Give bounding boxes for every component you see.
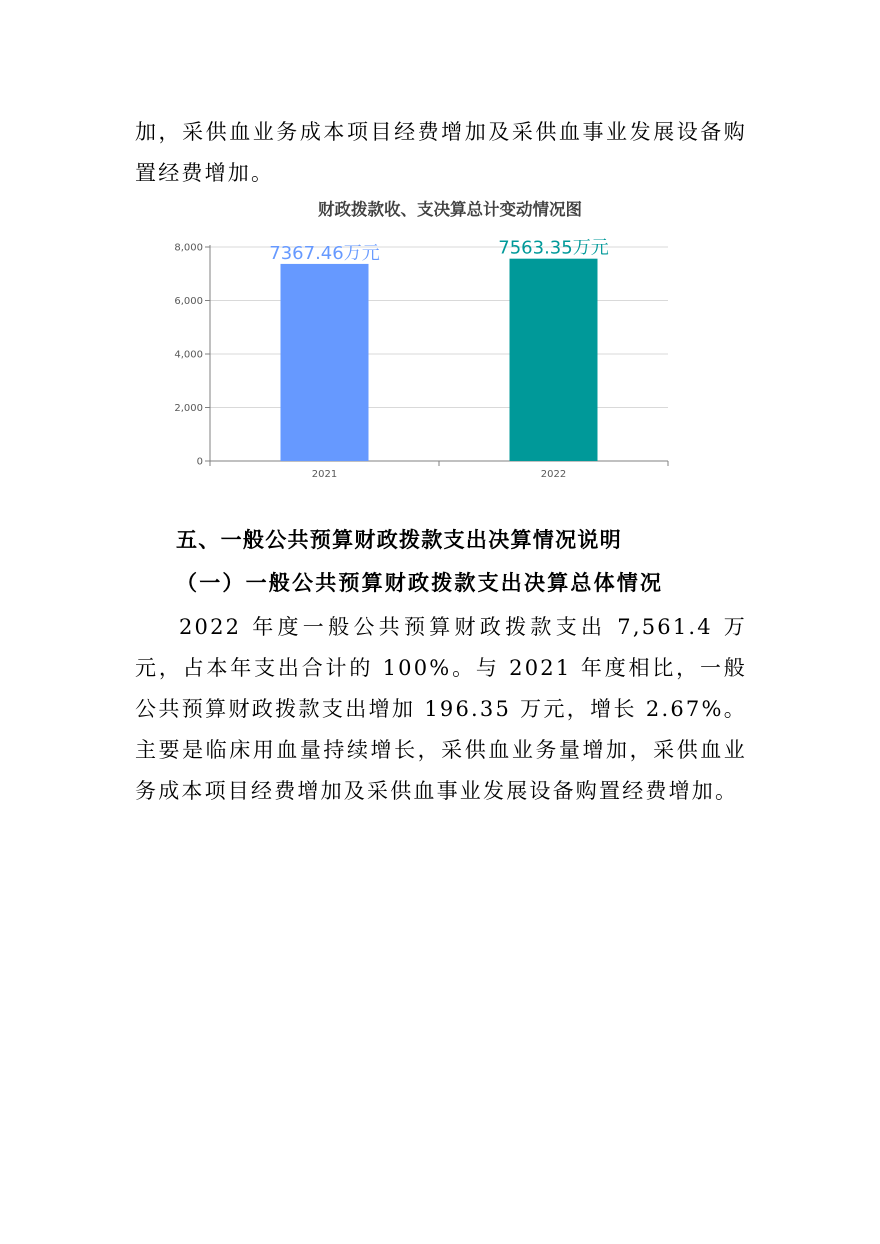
section-heading: 五、一般公共预算财政拨款支出决算情况说明 — [176, 528, 622, 552]
data-label-2022: 7563.35万元 — [498, 237, 609, 259]
paragraph-body: 2022 年度一般公共预算财政拨款支出 7,561.4 万元，占本年支出合计的 100%。与 2021 年度相比，一般公共预算财政拨款支出增加 196.35 万元，增长 2.67%。主要是临床用血量持续增长，采供血业务量增加，采供血业务成本项目经费增加及采供血事业发展设备购置经费增加。 — [135, 615, 747, 803]
x-tick-label: 2022 — [540, 469, 567, 480]
x-tick-label: 2021 — [311, 469, 338, 480]
data-label-2021: 7367.46万元 — [269, 242, 380, 264]
bar-2021 — [281, 264, 369, 461]
subsection-heading: （一）一般公共预算财政拨款支出决算总体情况 — [176, 570, 664, 595]
paragraph-continuation: 加，采供血业务成本项目经费增加及采供血事业发展设备购置经费增加。 — [135, 120, 747, 185]
y-tick-label: 0 — [196, 456, 203, 468]
y-tick-label: 4,000 — [174, 349, 203, 361]
y-tick-label: 6,000 — [174, 296, 203, 307]
bar-chart — [160, 225, 700, 490]
y-tick-label: 2,000 — [174, 403, 203, 414]
y-tick-label: 8,000 — [174, 242, 203, 254]
bar-2022 — [510, 259, 598, 461]
chart-title: 财政拨款收、支决算总计变动情况图 — [318, 200, 582, 219]
